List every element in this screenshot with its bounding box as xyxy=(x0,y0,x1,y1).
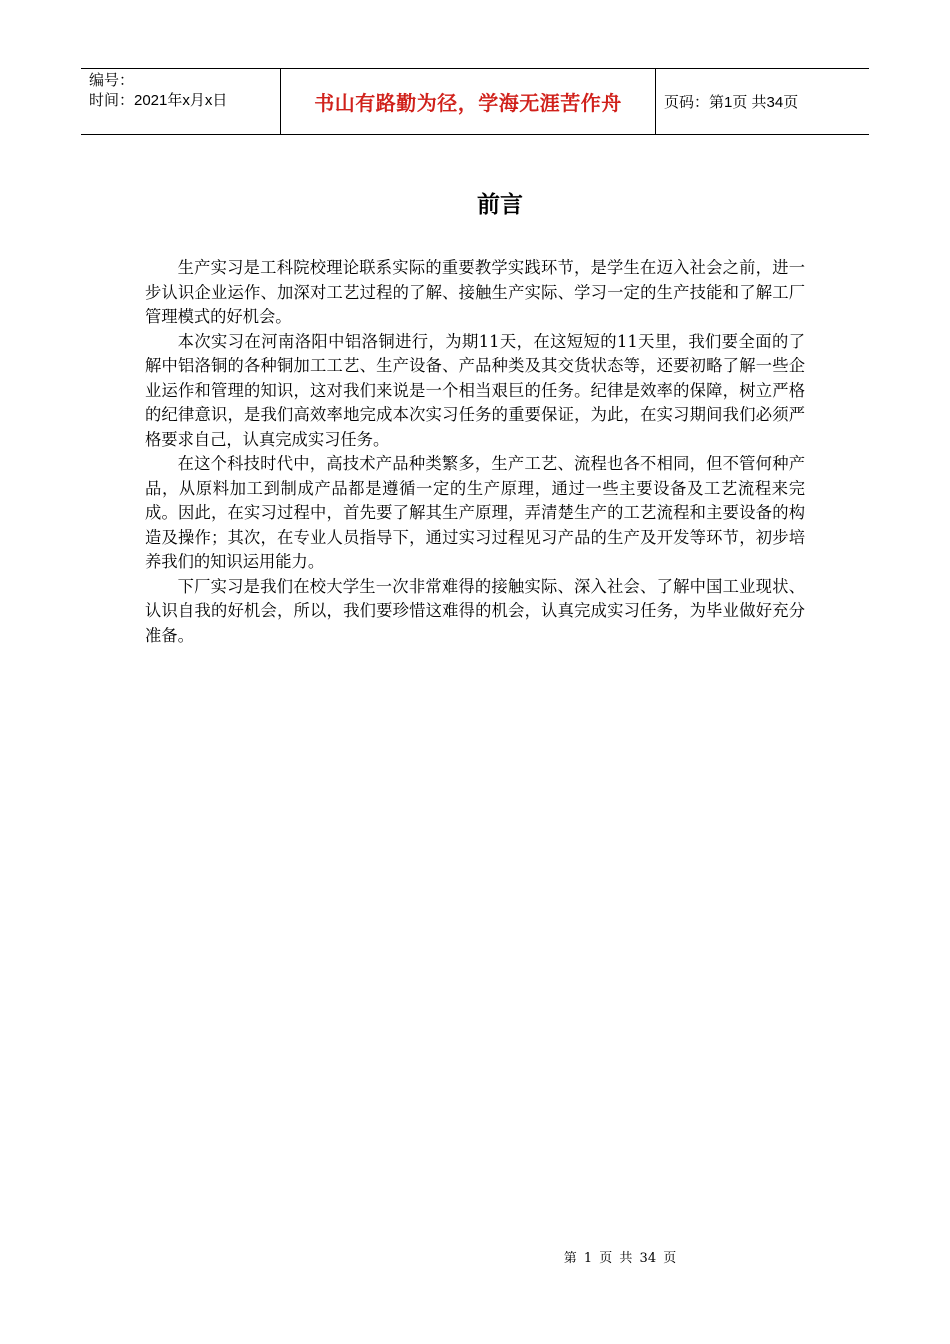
page-info: 页码：第1页 共34页 xyxy=(664,94,799,111)
document-title: 前言 xyxy=(477,192,523,218)
paragraph: 生产实习是工科院校理论联系实际的重要教学实践环节，是学生在迈入社会之前，进一步认识企业运作、加深对工艺过程的了解、接触生产实际、学习一定的生产技能和了解工厂管理模式的好机会。 xyxy=(145,258,805,326)
time-label: 时间：2021年x月x日 xyxy=(89,92,228,109)
document-body xyxy=(145,256,805,648)
header-meta-cell xyxy=(81,69,281,134)
paragraph: 本次实习在河南洛阳中铝洛铜进行，为期11天，在这短短的11天里，我们要全面的了解中铝洛铜的各种铜加工工艺、生产设备、产品种类及其交货状态等，还要初略了解一些企业运作和管理的知识，这对我们来说是一个相当艰巨的任务。纪律是效率的保障，树立严格的纪律意识，是我们高效率地完成本次实习任务的重要保证，为此，在实习期间我们必须严格要求自己，认真完成实习任务。 xyxy=(145,331,805,449)
header-page-cell xyxy=(656,69,869,134)
number-label: 编号： xyxy=(89,72,135,89)
motto-text: 书山有路勤为径，学海无涯苦作舟 xyxy=(314,91,622,115)
header-table xyxy=(81,68,869,135)
page-footer: 第 1 页 共 34 页 xyxy=(563,1251,677,1266)
header-motto-cell xyxy=(281,69,656,134)
paragraph: 在这个科技时代中，高技术产品种类繁多，生产工艺、流程也各不相同，但不管何种产品，从原料加工到制成产品都是遵循一定的生产原理，通过一些主要设备及工艺流程来完成。因此，在实习过程中，首先要了解其生产原理，弄清楚生产的工艺流程和主要设备的构造及操作；其次，在专业人员指导下，通过实习过程见习产品的生产及开发等环节，初步培养我们的知识运用能力。 xyxy=(145,454,805,571)
paragraph: 下厂实习是我们在校大学生一次非常难得的接触实际、深入社会、了解中国工业现状、认识自我的好机会，所以，我们要珍惜这难得的机会，认真完成实习任务，为毕业做好充分准备。 xyxy=(145,576,805,645)
